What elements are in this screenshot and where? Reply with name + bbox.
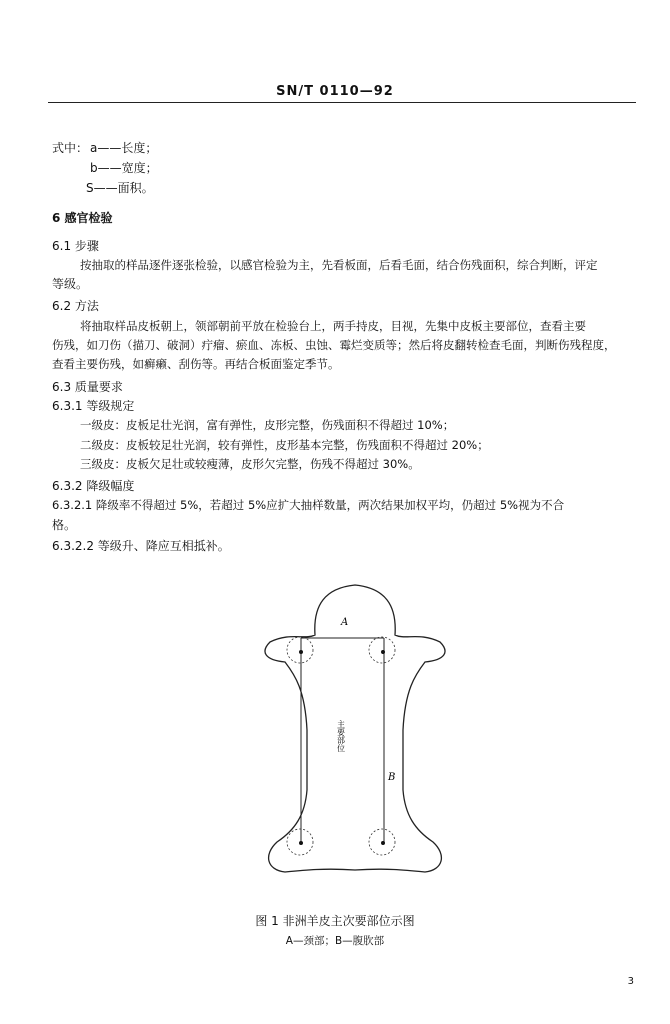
- front-right-leg-mark: [369, 637, 395, 663]
- section-6-2-para-2: 伤残，如刀伤（描刀、破洞）疔瘤、瘀血、冻板、虫蚀、霉烂变质等；然后将皮翻转检查毛面，判断伤残程度，: [52, 338, 616, 352]
- section-6-2-para-3: 查看主要伤残，如癣癞、刮伤等。再结合板面鉴定季节。: [52, 357, 340, 371]
- grade-1-text: 一级皮：皮板足壮光润，富有弹性，皮形完整，伤残面积不得超过 10%；: [80, 418, 455, 432]
- section-6-1-heading: 6.1 步骤: [52, 239, 99, 253]
- header-rule: [48, 102, 636, 103]
- page-number: 3: [627, 976, 634, 987]
- page-header: SN/T 0110—92: [276, 84, 394, 99]
- section-6-3-1-heading: 6.3.1 等级规定: [52, 399, 135, 413]
- section-6-1-para-1: 按抽取的样品逐件逐张检验，以感官检验为主，先看板面，后看毛面，结合伤残面积，综合判断，评定: [80, 258, 598, 272]
- formula-line-s: S——面积。: [86, 181, 154, 195]
- label-a: A: [341, 617, 349, 628]
- formula-line-a: a——长度；: [90, 141, 158, 155]
- formula-lead: 式中：: [52, 141, 89, 155]
- rear-left-leg-dot: [299, 841, 303, 845]
- label-b: B: [388, 772, 396, 783]
- section-6-1-para-2: 等级。: [52, 277, 89, 291]
- grade-3-text: 三级皮：皮板欠足壮或较瘦薄，皮形欠完整，伤残不得超过 30%。: [80, 457, 420, 471]
- main-area-label: 主要部位: [336, 720, 346, 752]
- formula-line-b: b——宽度；: [90, 161, 158, 175]
- section-6-3-heading: 6.3 质量要求: [52, 380, 123, 394]
- front-right-leg-dot: [381, 650, 385, 654]
- section-6-3-2-2: 6.3.2.2 等级升、降应互相抵补。: [52, 539, 230, 553]
- section-6-3-2-1-para-1: 6.3.2.1 降级率不得超过 5%，若超过 5%应扩大抽样数量，两次结果加权平均，仍超过 5%视为不合: [52, 498, 565, 512]
- section-6-heading: 6 感官检验: [52, 211, 113, 225]
- front-left-leg-mark: [287, 637, 313, 663]
- figure-legend: A—颈部；B—腹肷部: [285, 935, 385, 947]
- section-6-2-para-1: 将抽取样品皮板朝上，领部朝前平放在检验台上，两手持皮，目视，先集中皮板主要部位，查看主要: [80, 319, 586, 333]
- figure-caption: 图 1 非洲羊皮主次要部位示图: [255, 914, 415, 928]
- grade-2-text: 二级皮：皮板较足壮光润，较有弹性，皮形基本完整，伤残面积不得超过 20%；: [80, 438, 489, 452]
- rear-right-leg-dot: [381, 841, 385, 845]
- sheepskin-diagram: [255, 580, 455, 895]
- section-6-3-2-1-para-2: 格。: [52, 518, 77, 532]
- front-left-leg-dot: [299, 650, 303, 654]
- sheepskin-outline: [265, 585, 445, 872]
- section-6-2-heading: 6.2 方法: [52, 299, 99, 313]
- section-6-3-2-heading: 6.3.2 降级幅度: [52, 479, 135, 493]
